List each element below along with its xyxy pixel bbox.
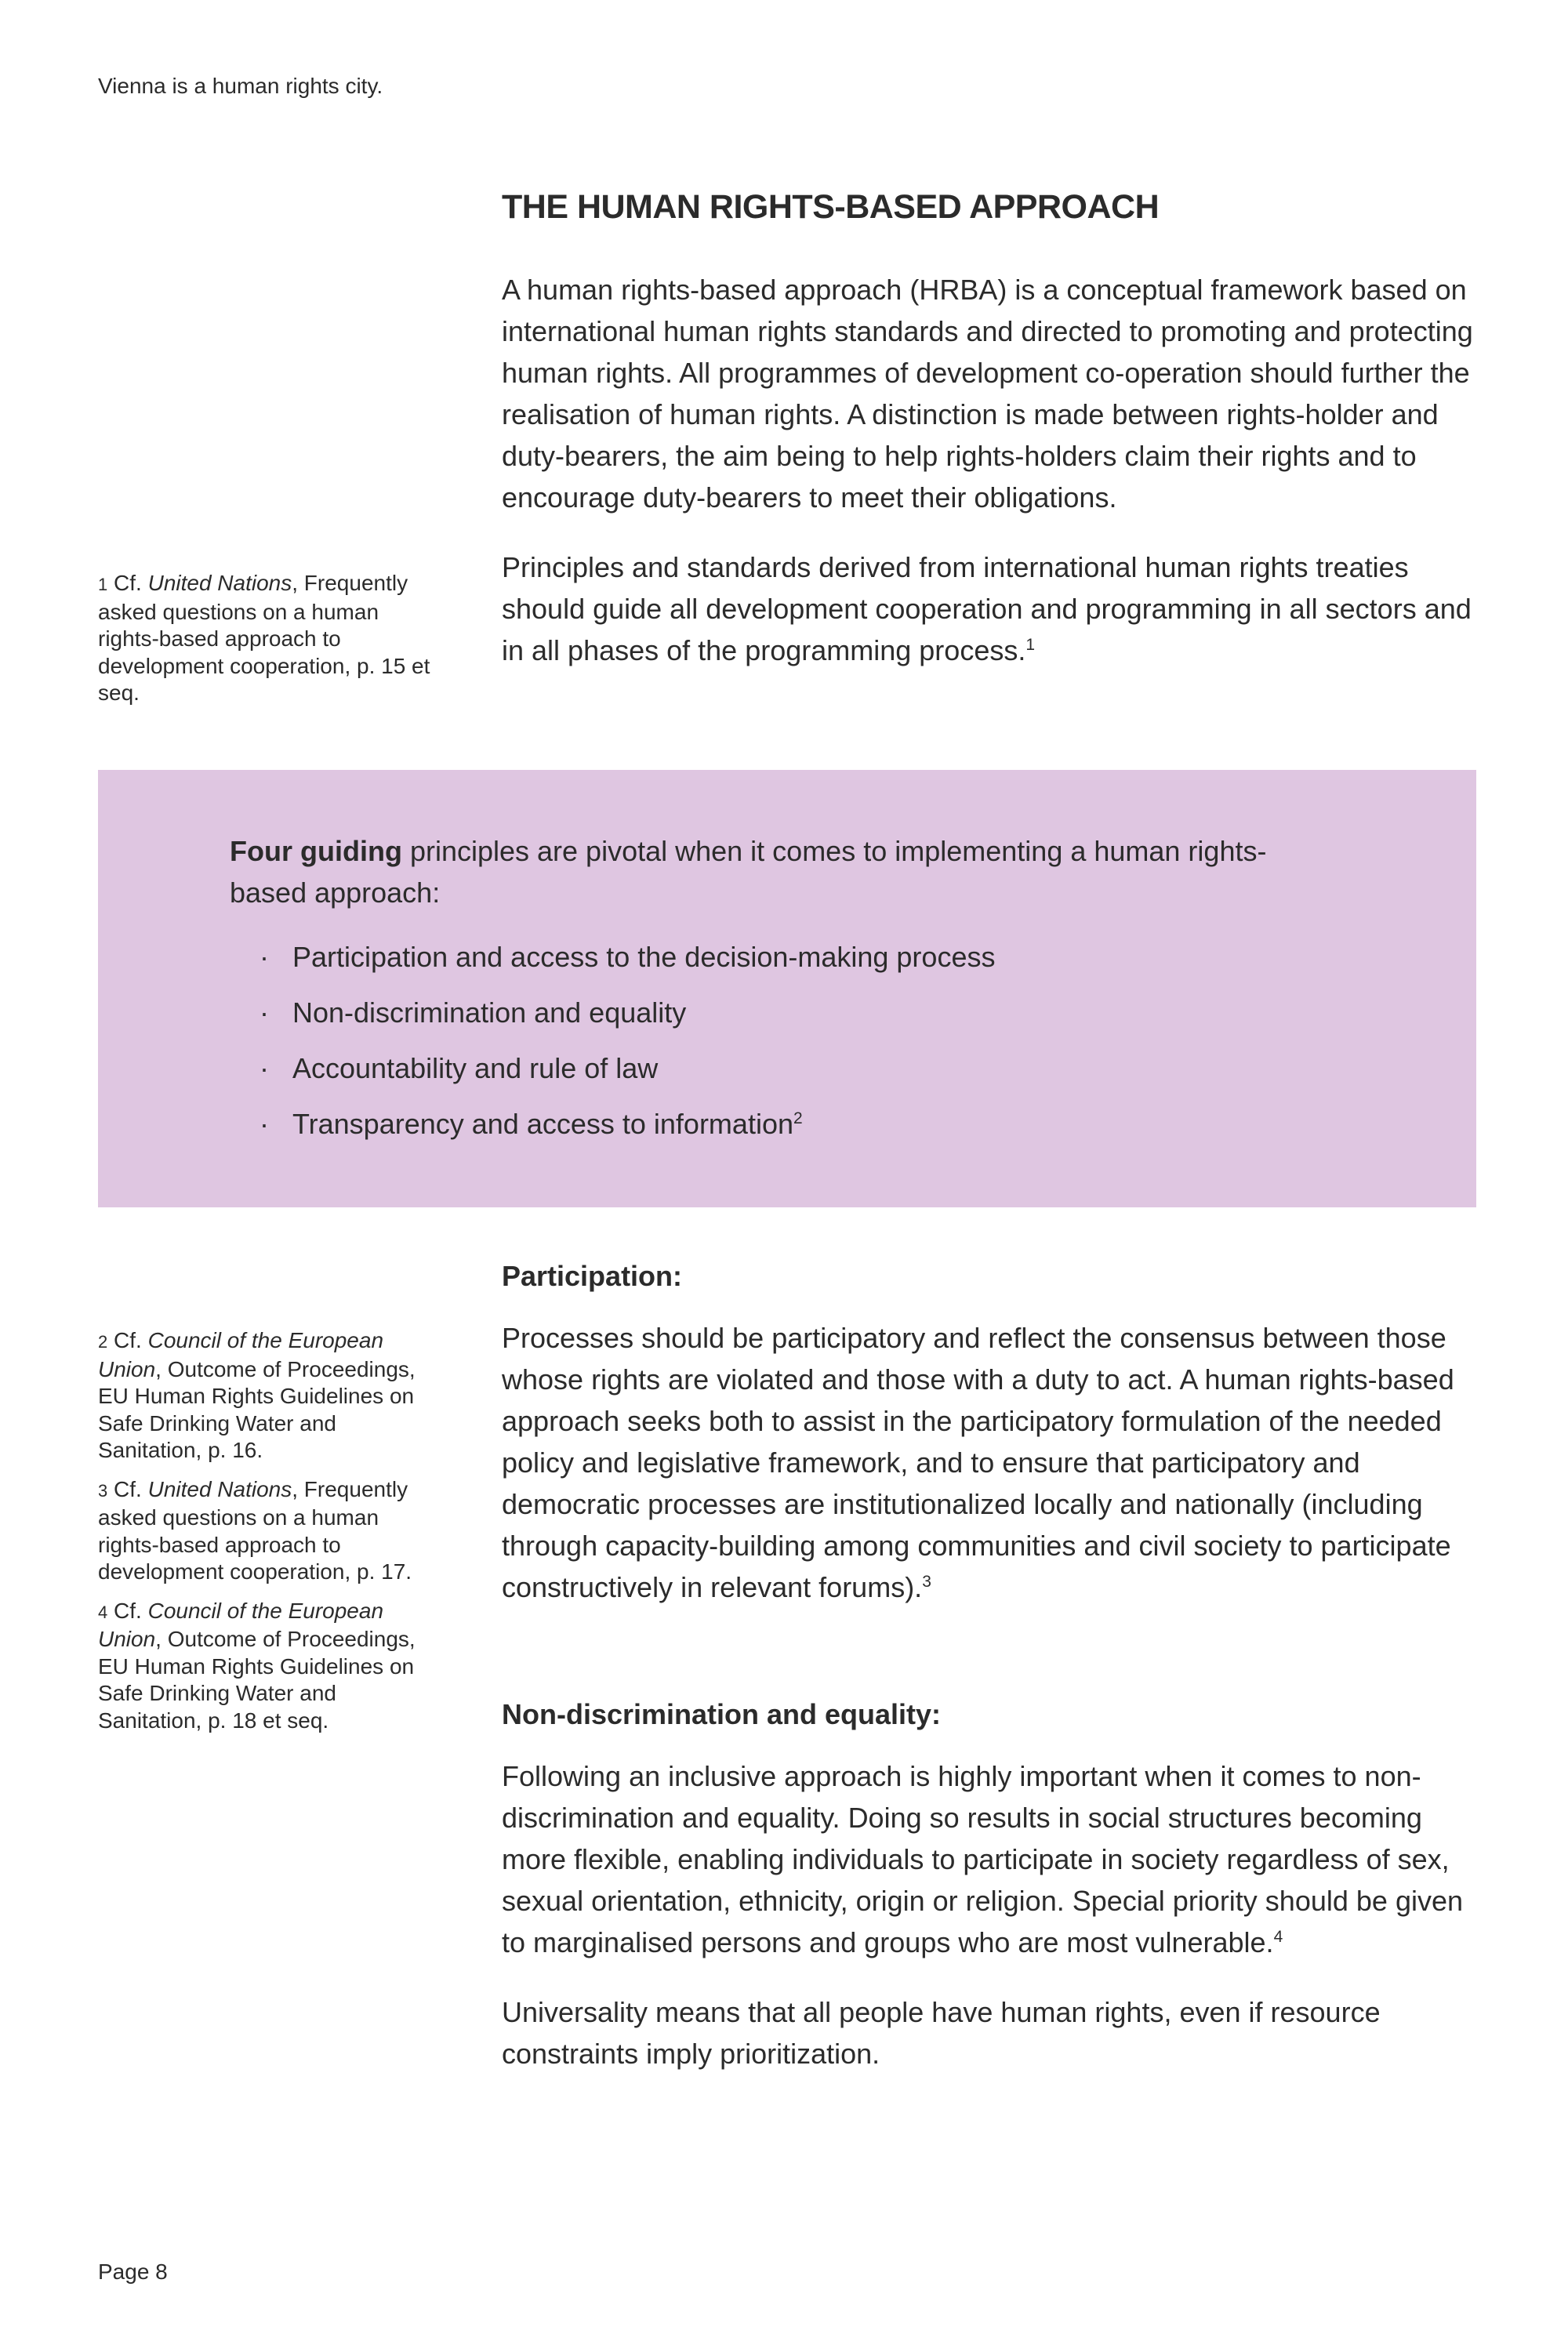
bullet-icon: · (260, 1052, 269, 1084)
intro-paragraph-1: A human rights-based approach (HRBA) is a conceptual framework based on international human rights standards and directed to promoting and protecting human rights. All programmes of development co-operation should further the realisation of human rights. A distinction is made between rights-holder and duty-bearers, the aim being to help rights-holders claim their rights and to encourage duty-bearers to meet their obligations. (502, 274, 1473, 514)
bullet-icon: · (260, 1108, 269, 1140)
footnote-2: 2 Cf. Council of the European Union, Outcome of Proceedings, EU Human Rights Guidelines on Safe Drinking Water and Sanitation, p. 16. (98, 1328, 416, 1462)
list-item: · Transparency and access to information$^2$ (230, 1096, 995, 1152)
list-item: · Accountability and rule of law (230, 1040, 995, 1096)
nondiscrimination-section (502, 1693, 1474, 2103)
footnote-ref-1[interactable]: 1 (1025, 636, 1036, 654)
nondiscrimination-heading: Non-discrimination and equality: (502, 1698, 942, 1730)
nondiscrimination-text: Following an inclusive approach is highly important when it comes to non-discrimination and equality. Doing so results in social structures becoming more flexible, enabling individuals to participate in society regardless of sex, sexual orientation, ethnicity, origin or religion. Special priority should be given to marginalised persons and groups who are most vulnerable.$^4$ (502, 1760, 1464, 1958)
guiding-principles-box (98, 770, 1476, 1207)
list-item: · Participation and access to the decision-making process (230, 929, 995, 985)
section-title: THE HUMAN RIGHTS-BASED APPROACH (502, 188, 1160, 226)
participation-text: Processes should be participatory and reflect the consensus between those whose rights are violated and those with a duty to act. A human rights-based approach seeks both to assist in the participatory formulation of the needed policy and legislative framework, and to ensure that participatory and democratic processes are institutionalized locally and nationally (including through capacity-building among communities and civil society to participate constructively in relevant forums).$^3$ (502, 1322, 1454, 1603)
bullet-icon: · (260, 941, 269, 973)
box-intro: Four guiding principles are pivotal when it comes to implementing a human rights-based approach: (230, 835, 1267, 909)
list-item: · Non-discrimination and equality (230, 985, 995, 1040)
footnote-4: 4 Cf. Council of the European Union, Outcome of Proceedings, EU Human Rights Guidelines on Safe Drinking Water and Sanitation, p. 18 et seq. (98, 1598, 416, 1733)
participation-section (502, 1255, 1474, 1636)
participation-heading: Participation: (502, 1260, 683, 1292)
bullet-icon: · (260, 996, 269, 1029)
universality-text: Universality means that all people have human rights, even if resource constraints imply prioritization. (502, 1996, 1381, 2070)
intro-text (502, 269, 1474, 699)
footnote-ref-3[interactable]: 3 (922, 1573, 931, 1591)
running-header: Vienna is a human rights city. (98, 74, 383, 98)
principles-list (230, 929, 995, 1152)
footnote-1: 1 Cf. United Nations, Frequently asked questions on a human rights-based approach to development cooperation, p. 15 et seq. (98, 571, 430, 705)
footnote-3: 3 Cf. United Nations, Frequently asked questions on a human rights-based approach to development cooperation, p. 17. (98, 1476, 412, 1584)
intro-paragraph-2: Principles and standards derived from international human rights treaties should guide all development cooperation and programming in all sectors and in all phases of the programming process.$^1$ (502, 551, 1472, 666)
footnote-ref-4[interactable]: 4 (1273, 1928, 1283, 1946)
footnotes-2-4 (98, 1327, 443, 1746)
page-number: Page 8 (98, 2259, 168, 2284)
footnote-ref-2[interactable]: 2 (793, 1109, 803, 1127)
